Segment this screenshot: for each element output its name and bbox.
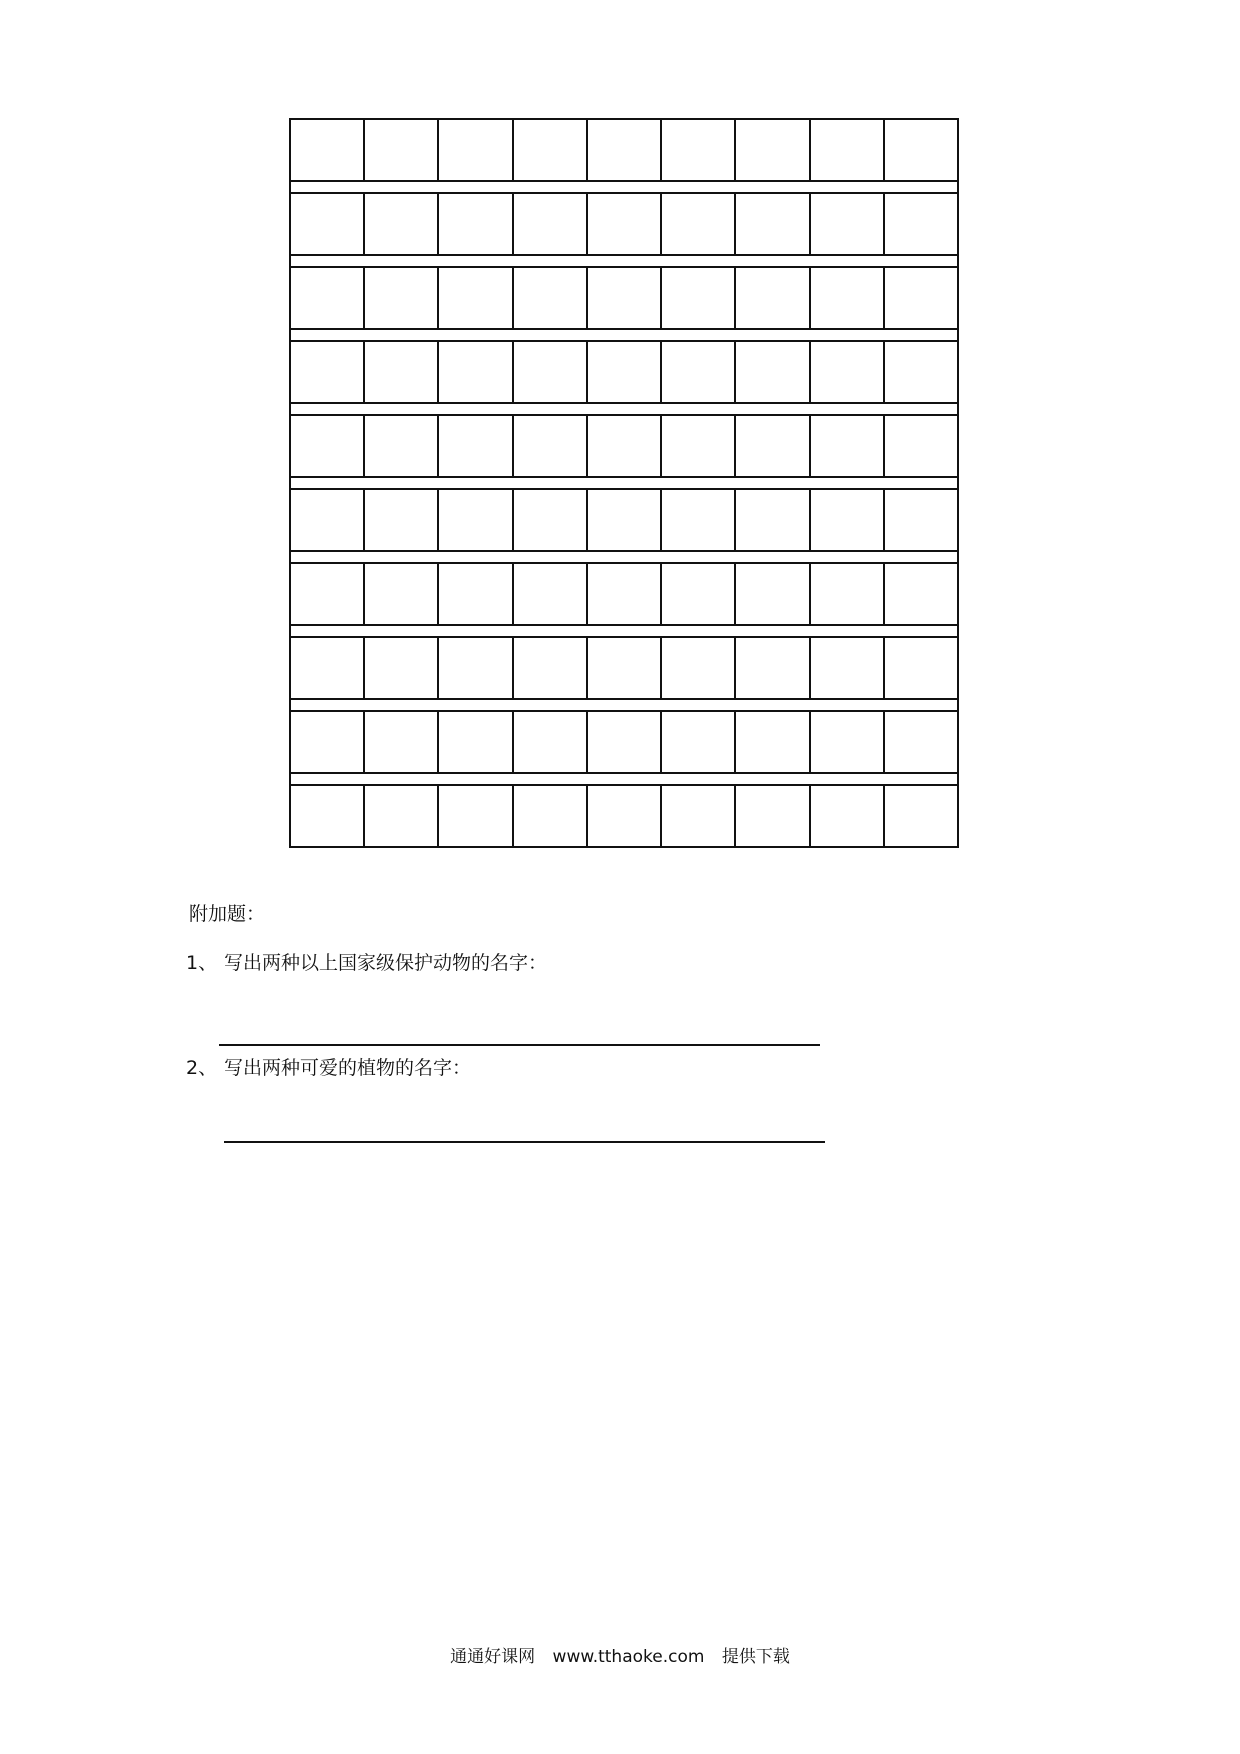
grid-row: [289, 118, 959, 182]
grid-cell[interactable]: [736, 564, 810, 624]
grid-cell[interactable]: [439, 194, 513, 254]
grid-cell[interactable]: [291, 786, 365, 846]
grid-cell[interactable]: [662, 120, 736, 180]
grid-cell[interactable]: [588, 638, 662, 698]
grid-cell[interactable]: [588, 564, 662, 624]
grid-cell[interactable]: [662, 268, 736, 328]
grid-cell[interactable]: [662, 564, 736, 624]
footer-url: www.tthaoke.com: [552, 1647, 705, 1667]
grid-cell[interactable]: [811, 564, 885, 624]
grid-cell[interactable]: [811, 268, 885, 328]
grid-cell[interactable]: [291, 342, 365, 402]
grid-cell[interactable]: [885, 268, 957, 328]
writing-grid: [289, 118, 959, 848]
grid-cell[interactable]: [291, 416, 365, 476]
question-2-answer-line[interactable]: [224, 1141, 825, 1143]
grid-cell[interactable]: [736, 342, 810, 402]
grid-cell[interactable]: [439, 342, 513, 402]
grid-cell[interactable]: [588, 342, 662, 402]
grid-cell[interactable]: [662, 490, 736, 550]
grid-cell[interactable]: [514, 120, 588, 180]
grid-cell[interactable]: [439, 268, 513, 328]
grid-cell[interactable]: [365, 342, 439, 402]
grid-cell[interactable]: [291, 564, 365, 624]
grid-cell[interactable]: [439, 564, 513, 624]
grid-row: [289, 488, 959, 552]
grid-cell[interactable]: [885, 712, 957, 772]
grid-cell[interactable]: [291, 268, 365, 328]
grid-cell[interactable]: [885, 120, 957, 180]
grid-cell[interactable]: [736, 268, 810, 328]
question-2-number: 2、: [186, 1057, 218, 1079]
grid-cell[interactable]: [588, 712, 662, 772]
grid-cell[interactable]: [514, 416, 588, 476]
grid-cell[interactable]: [736, 786, 810, 846]
grid-cell[interactable]: [291, 638, 365, 698]
grid-cell[interactable]: [662, 416, 736, 476]
grid-cell[interactable]: [588, 120, 662, 180]
footer-suffix: 提供下载: [721, 1647, 790, 1667]
grid-cell[interactable]: [514, 490, 588, 550]
grid-row: [289, 784, 959, 848]
footer: [0, 1642, 1240, 1667]
grid-cell[interactable]: [365, 638, 439, 698]
grid-cell[interactable]: [811, 194, 885, 254]
grid-cell[interactable]: [811, 712, 885, 772]
grid-cell[interactable]: [365, 268, 439, 328]
grid-cell[interactable]: [885, 342, 957, 402]
grid-row: [289, 192, 959, 256]
grid-cell[interactable]: [291, 194, 365, 254]
grid-cell[interactable]: [736, 712, 810, 772]
grid-cell[interactable]: [514, 342, 588, 402]
footer-site-name: 通通好课网: [450, 1647, 536, 1667]
grid-row: [289, 266, 959, 330]
grid-cell[interactable]: [514, 786, 588, 846]
grid-cell[interactable]: [736, 490, 810, 550]
grid-cell[interactable]: [885, 786, 957, 846]
grid-cell[interactable]: [811, 342, 885, 402]
question-1-number: 1、: [186, 952, 218, 974]
grid-cell[interactable]: [885, 638, 957, 698]
grid-cell[interactable]: [811, 638, 885, 698]
grid-cell[interactable]: [885, 416, 957, 476]
grid-row: [289, 340, 959, 404]
grid-cell[interactable]: [439, 120, 513, 180]
grid-cell[interactable]: [365, 786, 439, 846]
question-1-text: 写出两种以上国家级保护动物的名字：: [224, 952, 548, 974]
grid-cell[interactable]: [514, 564, 588, 624]
grid-row: [289, 414, 959, 478]
grid-cell[interactable]: [514, 712, 588, 772]
grid-cell[interactable]: [514, 194, 588, 254]
grid-cell[interactable]: [291, 120, 365, 180]
grid-cell[interactable]: [439, 638, 513, 698]
grid-cell[interactable]: [439, 786, 513, 846]
grid-cell[interactable]: [811, 120, 885, 180]
grid-cell[interactable]: [662, 786, 736, 846]
question-2-text: 写出两种可爱的植物的名字：: [224, 1057, 472, 1079]
grid-cell[interactable]: [811, 786, 885, 846]
grid-cell[interactable]: [662, 194, 736, 254]
grid-cell[interactable]: [736, 416, 810, 476]
grid-cell[interactable]: [439, 490, 513, 550]
extra-heading: 附加题：: [189, 903, 266, 925]
grid-cell[interactable]: [291, 712, 365, 772]
grid-cell[interactable]: [811, 416, 885, 476]
grid-cell[interactable]: [662, 342, 736, 402]
grid-cell[interactable]: [588, 416, 662, 476]
grid-cell[interactable]: [291, 490, 365, 550]
grid-cell[interactable]: [885, 564, 957, 624]
grid-cell[interactable]: [365, 194, 439, 254]
grid-row: [289, 710, 959, 774]
grid-cell[interactable]: [514, 268, 588, 328]
grid-cell[interactable]: [811, 490, 885, 550]
grid-cell[interactable]: [736, 638, 810, 698]
grid-cell[interactable]: [365, 416, 439, 476]
grid-cell[interactable]: [365, 564, 439, 624]
question-1-answer-line[interactable]: [219, 1044, 820, 1046]
grid-cell[interactable]: [588, 490, 662, 550]
grid-cell[interactable]: [588, 268, 662, 328]
grid-cell[interactable]: [885, 490, 957, 550]
grid-cell[interactable]: [662, 638, 736, 698]
grid-cell[interactable]: [365, 712, 439, 772]
grid-row: [289, 562, 959, 626]
grid-cell[interactable]: [439, 712, 513, 772]
grid-cell[interactable]: [439, 416, 513, 476]
grid-cell[interactable]: [736, 194, 810, 254]
grid-cell[interactable]: [365, 490, 439, 550]
grid-cell[interactable]: [588, 786, 662, 846]
grid-cell[interactable]: [588, 194, 662, 254]
grid-cell[interactable]: [662, 712, 736, 772]
grid-cell[interactable]: [885, 194, 957, 254]
grid-cell[interactable]: [736, 120, 810, 180]
grid-cell[interactable]: [365, 120, 439, 180]
grid-cell[interactable]: [514, 638, 588, 698]
grid-row: [289, 636, 959, 700]
